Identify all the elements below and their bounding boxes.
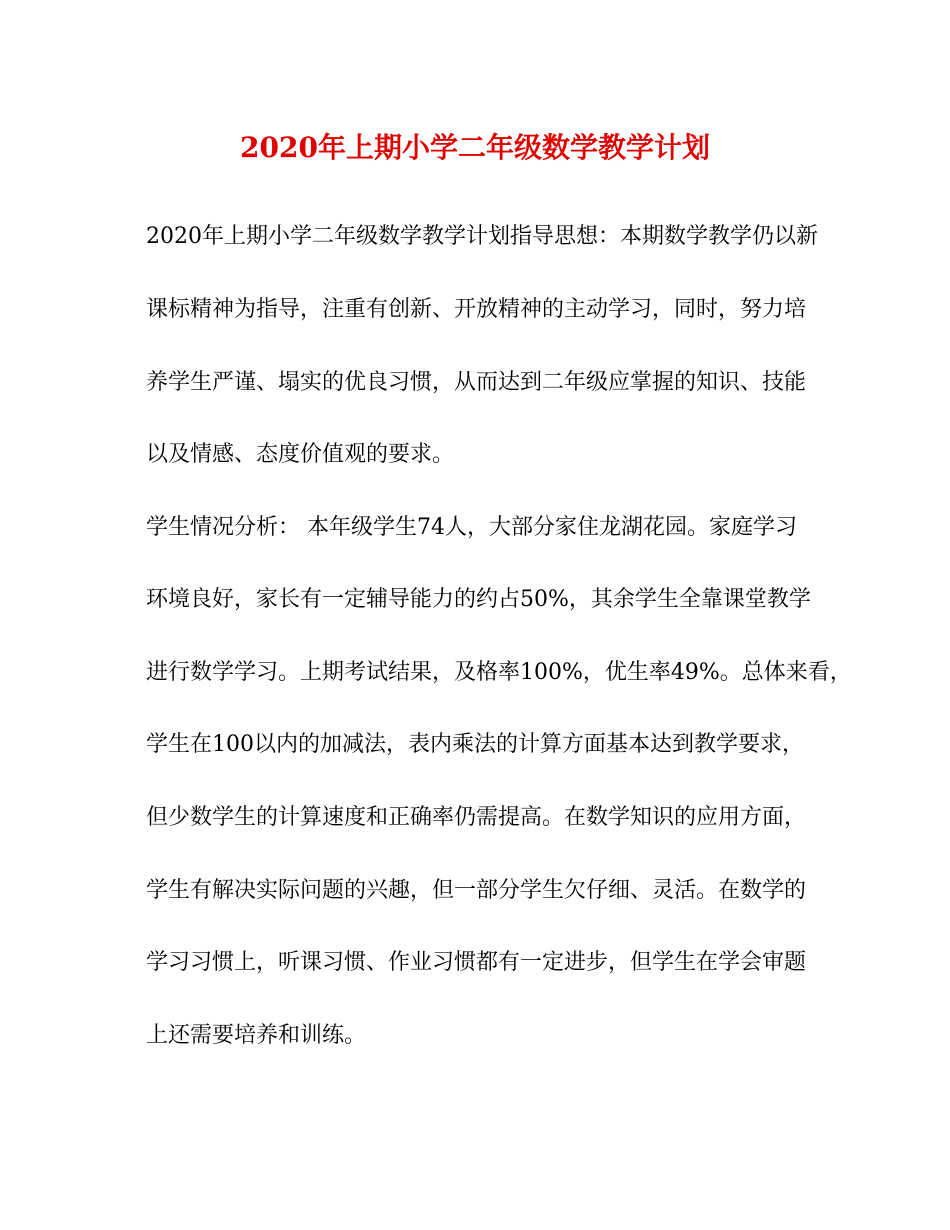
text-line: 以及情感、态度价值观的要求。 xyxy=(146,442,455,467)
text-line: 学生在100以内的加减法，表内乘法的计算方面基本达到教学要求， xyxy=(146,732,804,757)
text-line: 养学生严谨、塌实的优良习惯，从而达到二年级应掌握的知识、技能 xyxy=(146,370,807,395)
text-line: 环境良好，家长有一定辅导能力的约占50%，其余学生全靠课堂教学 xyxy=(146,587,811,612)
text-line: 学生情况分析： 本年级学生74人，大部分家住龙湖花园。家庭学习 xyxy=(146,515,797,540)
text-line: 进行数学学习。上期考试结果，及格率100%，优生率49%。总体来看， xyxy=(146,660,852,685)
text-line: 学生有解决实际问题的兴趣，但一部分学生欠仔细、灵活。在数学的 xyxy=(146,878,807,903)
text-line: 课标精神为指导，注重有创新、开放精神的主动学习，同时，努力培 xyxy=(146,297,807,322)
text-line: 2020年上期小学二年级数学教学计划指导思想：本期数学教学仍以新 xyxy=(146,224,818,249)
document-title: 2020年上期小学二年级数学教学计划 xyxy=(240,131,710,164)
text-line: 学习习惯上，听课习惯、作业习惯都有一定进步，但学生在学会审题 xyxy=(146,950,807,975)
text-line: 上还需要培养和训练。 xyxy=(146,1023,367,1048)
text-line: 但少数学生的计算速度和正确率仍需提高。在数学知识的应用方面， xyxy=(146,805,807,830)
